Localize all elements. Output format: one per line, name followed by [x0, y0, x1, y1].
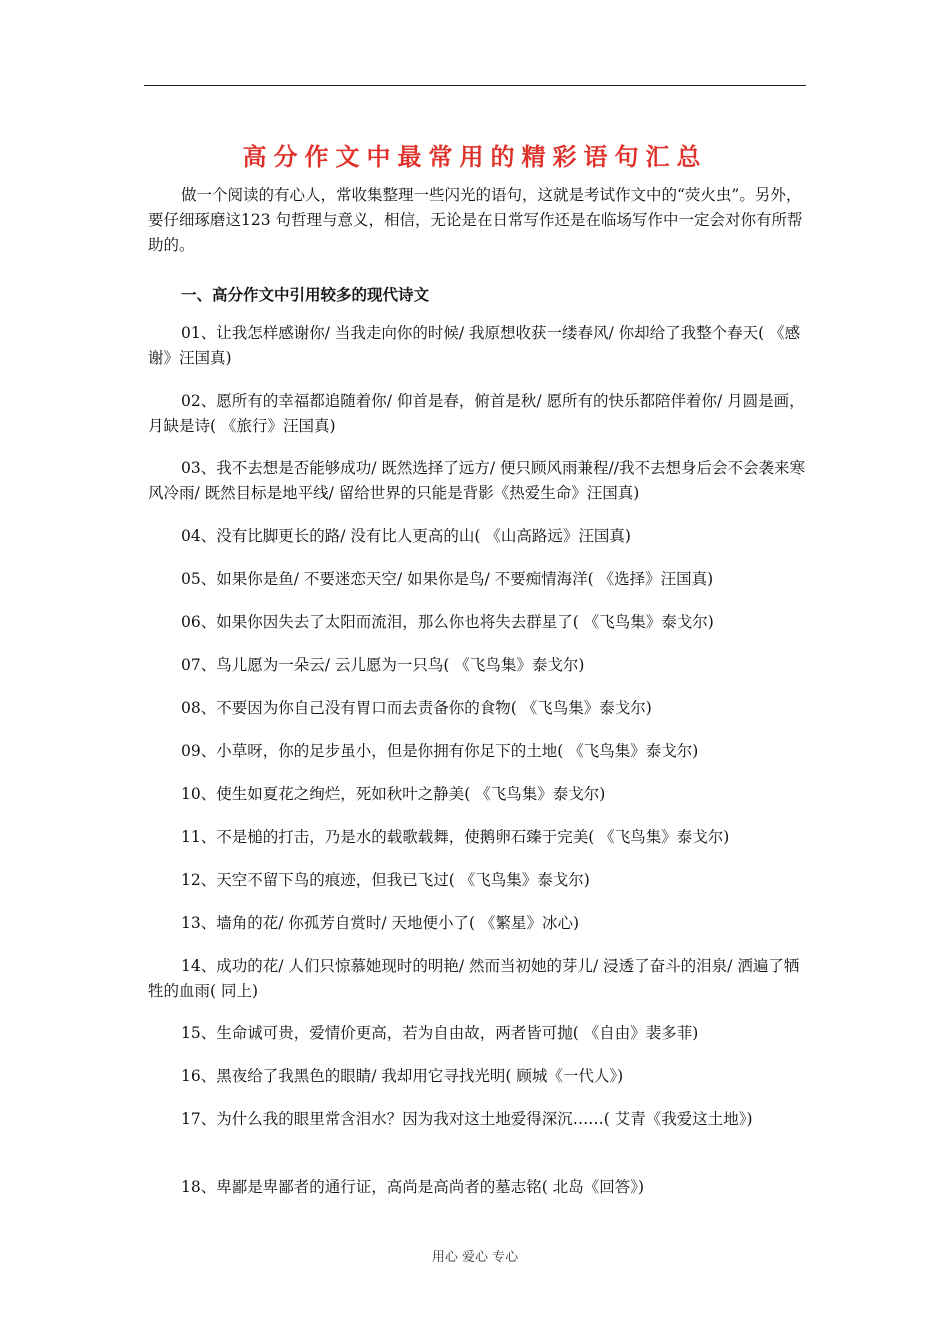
list-item: 18、卑鄙是卑鄙者的通行证，高尚是高尚者的墓志铭( 北岛《回答》) — [181, 1178, 644, 1196]
list-item: 08、不要因为你自己没有胃口而去责备你的食物( 《飞鸟集》泰戈尔) — [181, 699, 652, 717]
list-item: 09、小草呀，你的足步虽小，但是你拥有你足下的土地( 《飞鸟集》泰戈尔) — [181, 742, 699, 760]
list-item: 03、我不去想是否能够成功/ 既然选择了远方/ 便只顾风雨兼程//我不去想身后会不会袭来寒风冷雨/ 既然目标是地平线/ 留给世界的只能是背影《热爱生命》汪国真) — [148, 459, 805, 502]
list-item: 06、如果你因失去了太阳而流泪，那么你也将失去群星了( 《飞鸟集》泰戈尔) — [181, 613, 714, 631]
list-item: 11、不是槌的打击，乃是水的载歌载舞，使鹅卵石臻于完美( 《飞鸟集》泰戈尔) — [181, 828, 730, 846]
list-item: 05、如果你是鱼/ 不要迷恋天空/ 如果你是鸟/ 不要痴情海洋( 《选择》汪国真) — [181, 570, 714, 588]
list-item: 15、生命诚可贵，爱情价更高，若为自由故，两者皆可抛( 《自由》裴多菲) — [181, 1024, 699, 1042]
list-item: 04、没有比脚更长的路/ 没有比人更高的山( 《山高路远》汪国真) — [181, 527, 631, 545]
list-item: 02、愿所有的幸福都追随着你/ 仰首是春，俯首是秋/ 愿所有的快乐都陪伴着你/ 月圆是画，月缺是诗( 《旅行》汪国真) — [148, 392, 805, 435]
list-item: 01、让我怎样感谢你/ 当我走向你的时候/ 我原想收获一缕春风/ 你却给了我整个春天( 《感谢》汪国真) — [148, 324, 801, 367]
list-item: 13、墙角的花/ 你孤芳自赏时/ 天地便小了( 《繁星》冰心) — [181, 914, 580, 932]
list-item: 17、为什么我的眼里常含泪水？因为我对这土地爱得深沉……( 艾青《我爱这土地》) — [181, 1110, 753, 1128]
page-footer: 用心 爱心 专心 — [431, 1250, 519, 1265]
section-heading: 一、高分作文中引用较多的现代诗文 — [181, 285, 430, 304]
list-item: 07、鸟儿愿为一朵云/ 云儿愿为一只鸟( 《飞鸟集》泰戈尔) — [181, 656, 585, 674]
list-item: 16、黑夜给了我黑色的眼睛/ 我却用它寻找光明( 顾城《一代人》) — [181, 1067, 624, 1085]
list-item: 10、使生如夏花之绚烂，死如秋叶之静美( 《飞鸟集》泰戈尔) — [181, 785, 606, 803]
list-item: 12、天空不留下鸟的痕迹，但我已飞过( 《飞鸟集》泰戈尔) — [181, 871, 590, 889]
intro-paragraph: 做一个阅读的有心人，常收集整理一些闪光的语句，这就是考试作文中的“荧火虫”。另外，要仔细琢磨这123 句哲理与意义，相信，无论是在日常写作还是在临场写作中一定会对你有所帮助的。 — [148, 186, 803, 254]
header-rule — [144, 85, 806, 86]
list-item: 14、成功的花/ 人们只惊慕她现时的明艳/ 然而当初她的芽儿/ 浸透了奋斗的泪泉/ 洒遍了牺牲的血雨( 同上) — [148, 957, 800, 1000]
document-title: 高分作文中最常用的精彩语句汇总 — [242, 142, 708, 171]
